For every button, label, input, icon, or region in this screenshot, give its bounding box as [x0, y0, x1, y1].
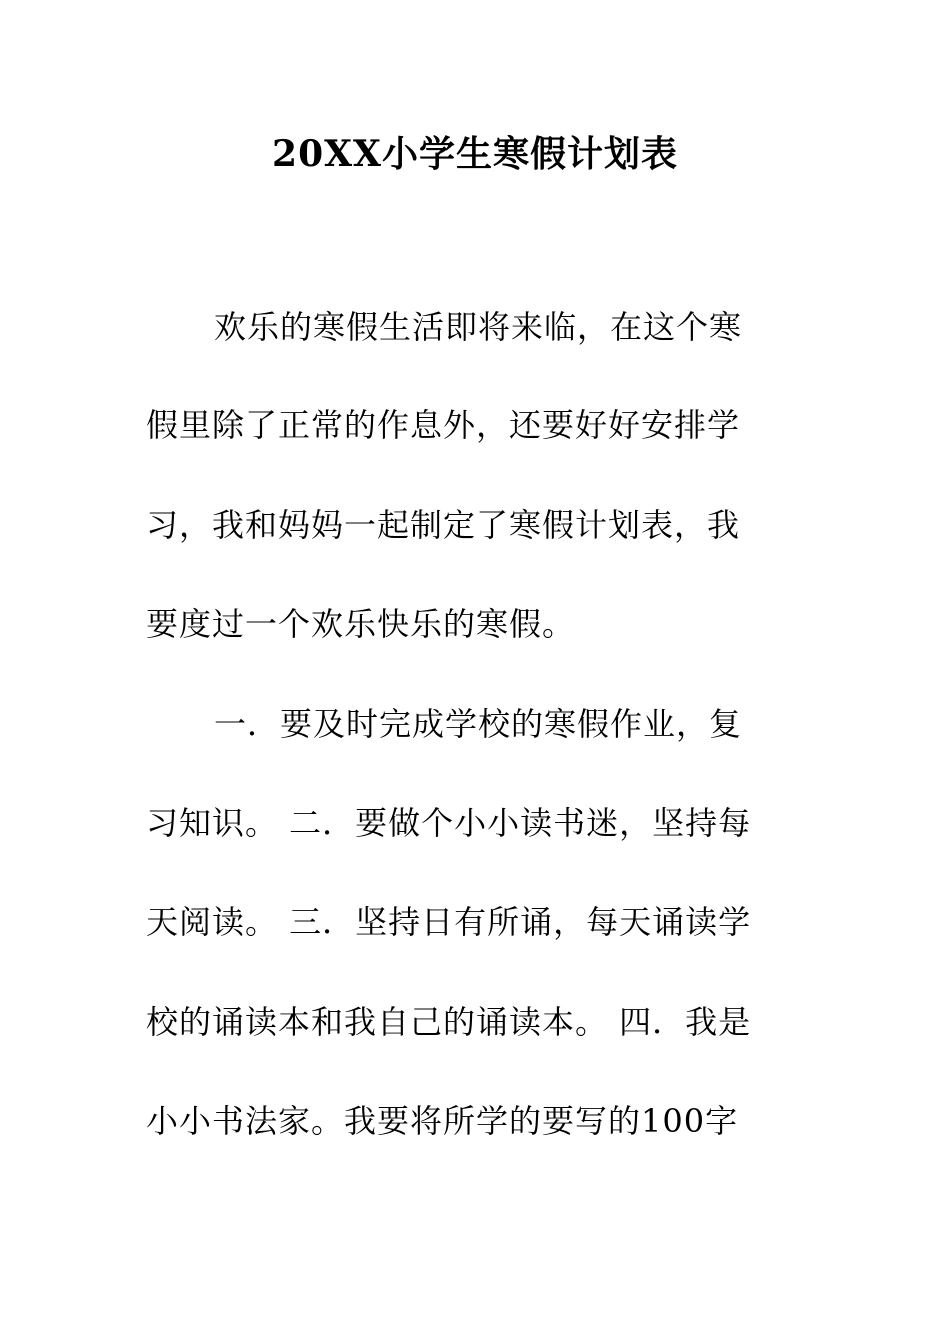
paragraph-line: 天阅读。 三．坚持日有所诵，每天诵读学 — [146, 903, 752, 941]
paragraph-line: 习，我和妈妈一起制定了寒假计划表，我 — [146, 506, 741, 544]
paragraph-line: 一．要及时完成学校的寒假作业，复 — [214, 705, 743, 743]
paragraph-line: 习知识。 二．要做个小小读书迷，坚持每 — [146, 804, 752, 842]
paragraph-line: 欢乐的寒假生活即将来临，在这个寒 — [214, 308, 743, 346]
paragraph-line: 小小书法家。我要将所学的要写的100字 — [146, 1102, 739, 1140]
document-title: 20XX小学生寒假计划表 — [272, 133, 678, 175]
paragraph-line: 假里除了正常的作息外，还要好好安排学 — [146, 406, 741, 444]
paragraph-line: 要度过一个欢乐快乐的寒假。 — [146, 605, 576, 643]
paragraph-line: 校的诵读本和我自己的诵读本。 四．我是 — [146, 1003, 752, 1041]
